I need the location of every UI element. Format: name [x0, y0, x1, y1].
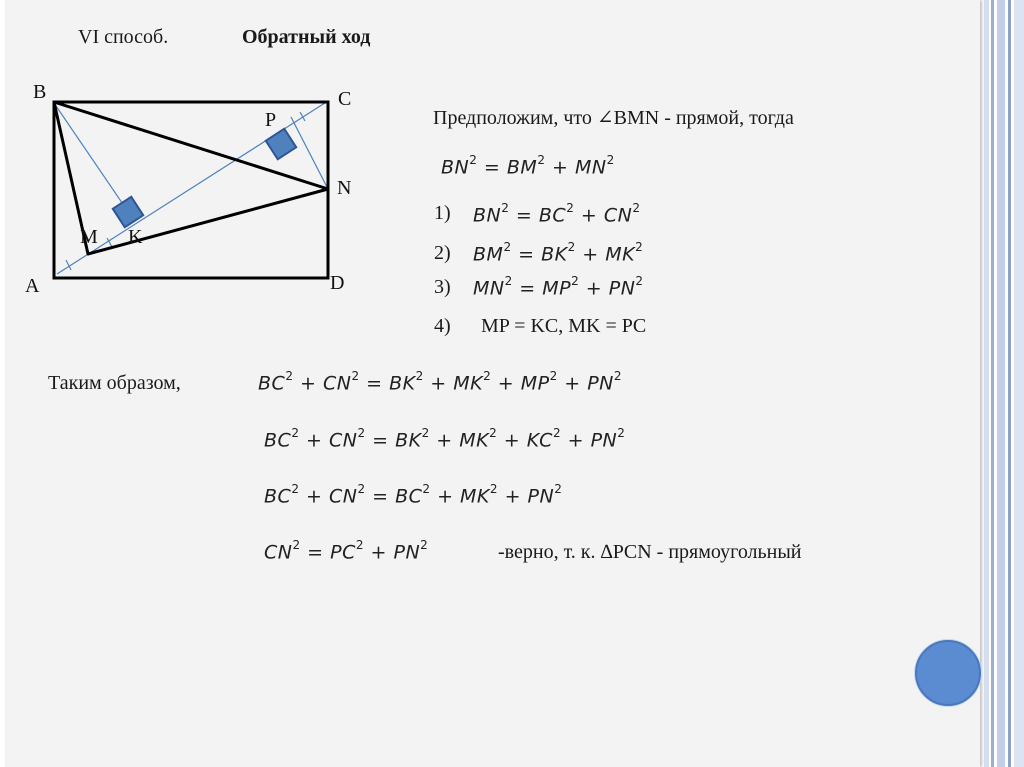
point-label-p: P — [265, 109, 277, 131]
point-label-b: B — [33, 81, 47, 103]
decorative-circle — [915, 640, 981, 706]
step-number: 4) — [434, 315, 451, 337]
conclusion-label: Таким образом, — [48, 372, 181, 394]
point-label-d: D — [330, 272, 345, 294]
chain-formula-4: $CN^2 = PC^2 + PN^2$ — [264, 538, 429, 564]
chain-formula-1: $BC^2 + CN^2 = BK^2 + MK^2 + MP^2 + PN^2$ — [258, 369, 623, 395]
chain-formula-2: $BC^2 + CN^2 = BK^2 + MK^2 + KC^2 + PN^2$ — [264, 426, 626, 452]
point-label-m: M — [80, 226, 98, 248]
right-angle-k — [113, 197, 143, 227]
final-note: -верно, т. к. ∆PCN - прямоугольный — [498, 541, 802, 563]
point-label-a: A — [25, 275, 40, 297]
slide-title: Обратный ход — [242, 26, 371, 48]
point-label-k: K — [128, 226, 143, 248]
method-label: VI способ. — [78, 26, 169, 48]
step-1-formula: $BN^2 = BC^2 + CN^2$ — [473, 201, 641, 227]
step-4-text: MP = KC, MK = PC — [481, 315, 647, 337]
point-label-n: N — [337, 177, 352, 199]
step-2-formula: $BM^2 = BK^2 + MK^2$ — [473, 240, 644, 266]
step-number: 3) — [434, 276, 451, 298]
chain-formula-3: $BC^2 + CN^2 = BC^2 + MK^2 + PN^2$ — [264, 482, 563, 508]
step-3-formula: $MN^2 = MP^2 + PN^2$ — [473, 274, 644, 300]
step-number: 1) — [434, 202, 451, 224]
point-label-c: C — [338, 88, 352, 110]
right-angle-p — [266, 129, 296, 159]
main-formula: $BN^2 = BM^2 + MN^2$ — [441, 153, 615, 179]
assumption-text: Предположим, что ∠BMN - прямой, тогда — [433, 107, 794, 129]
step-number: 2) — [434, 242, 451, 264]
